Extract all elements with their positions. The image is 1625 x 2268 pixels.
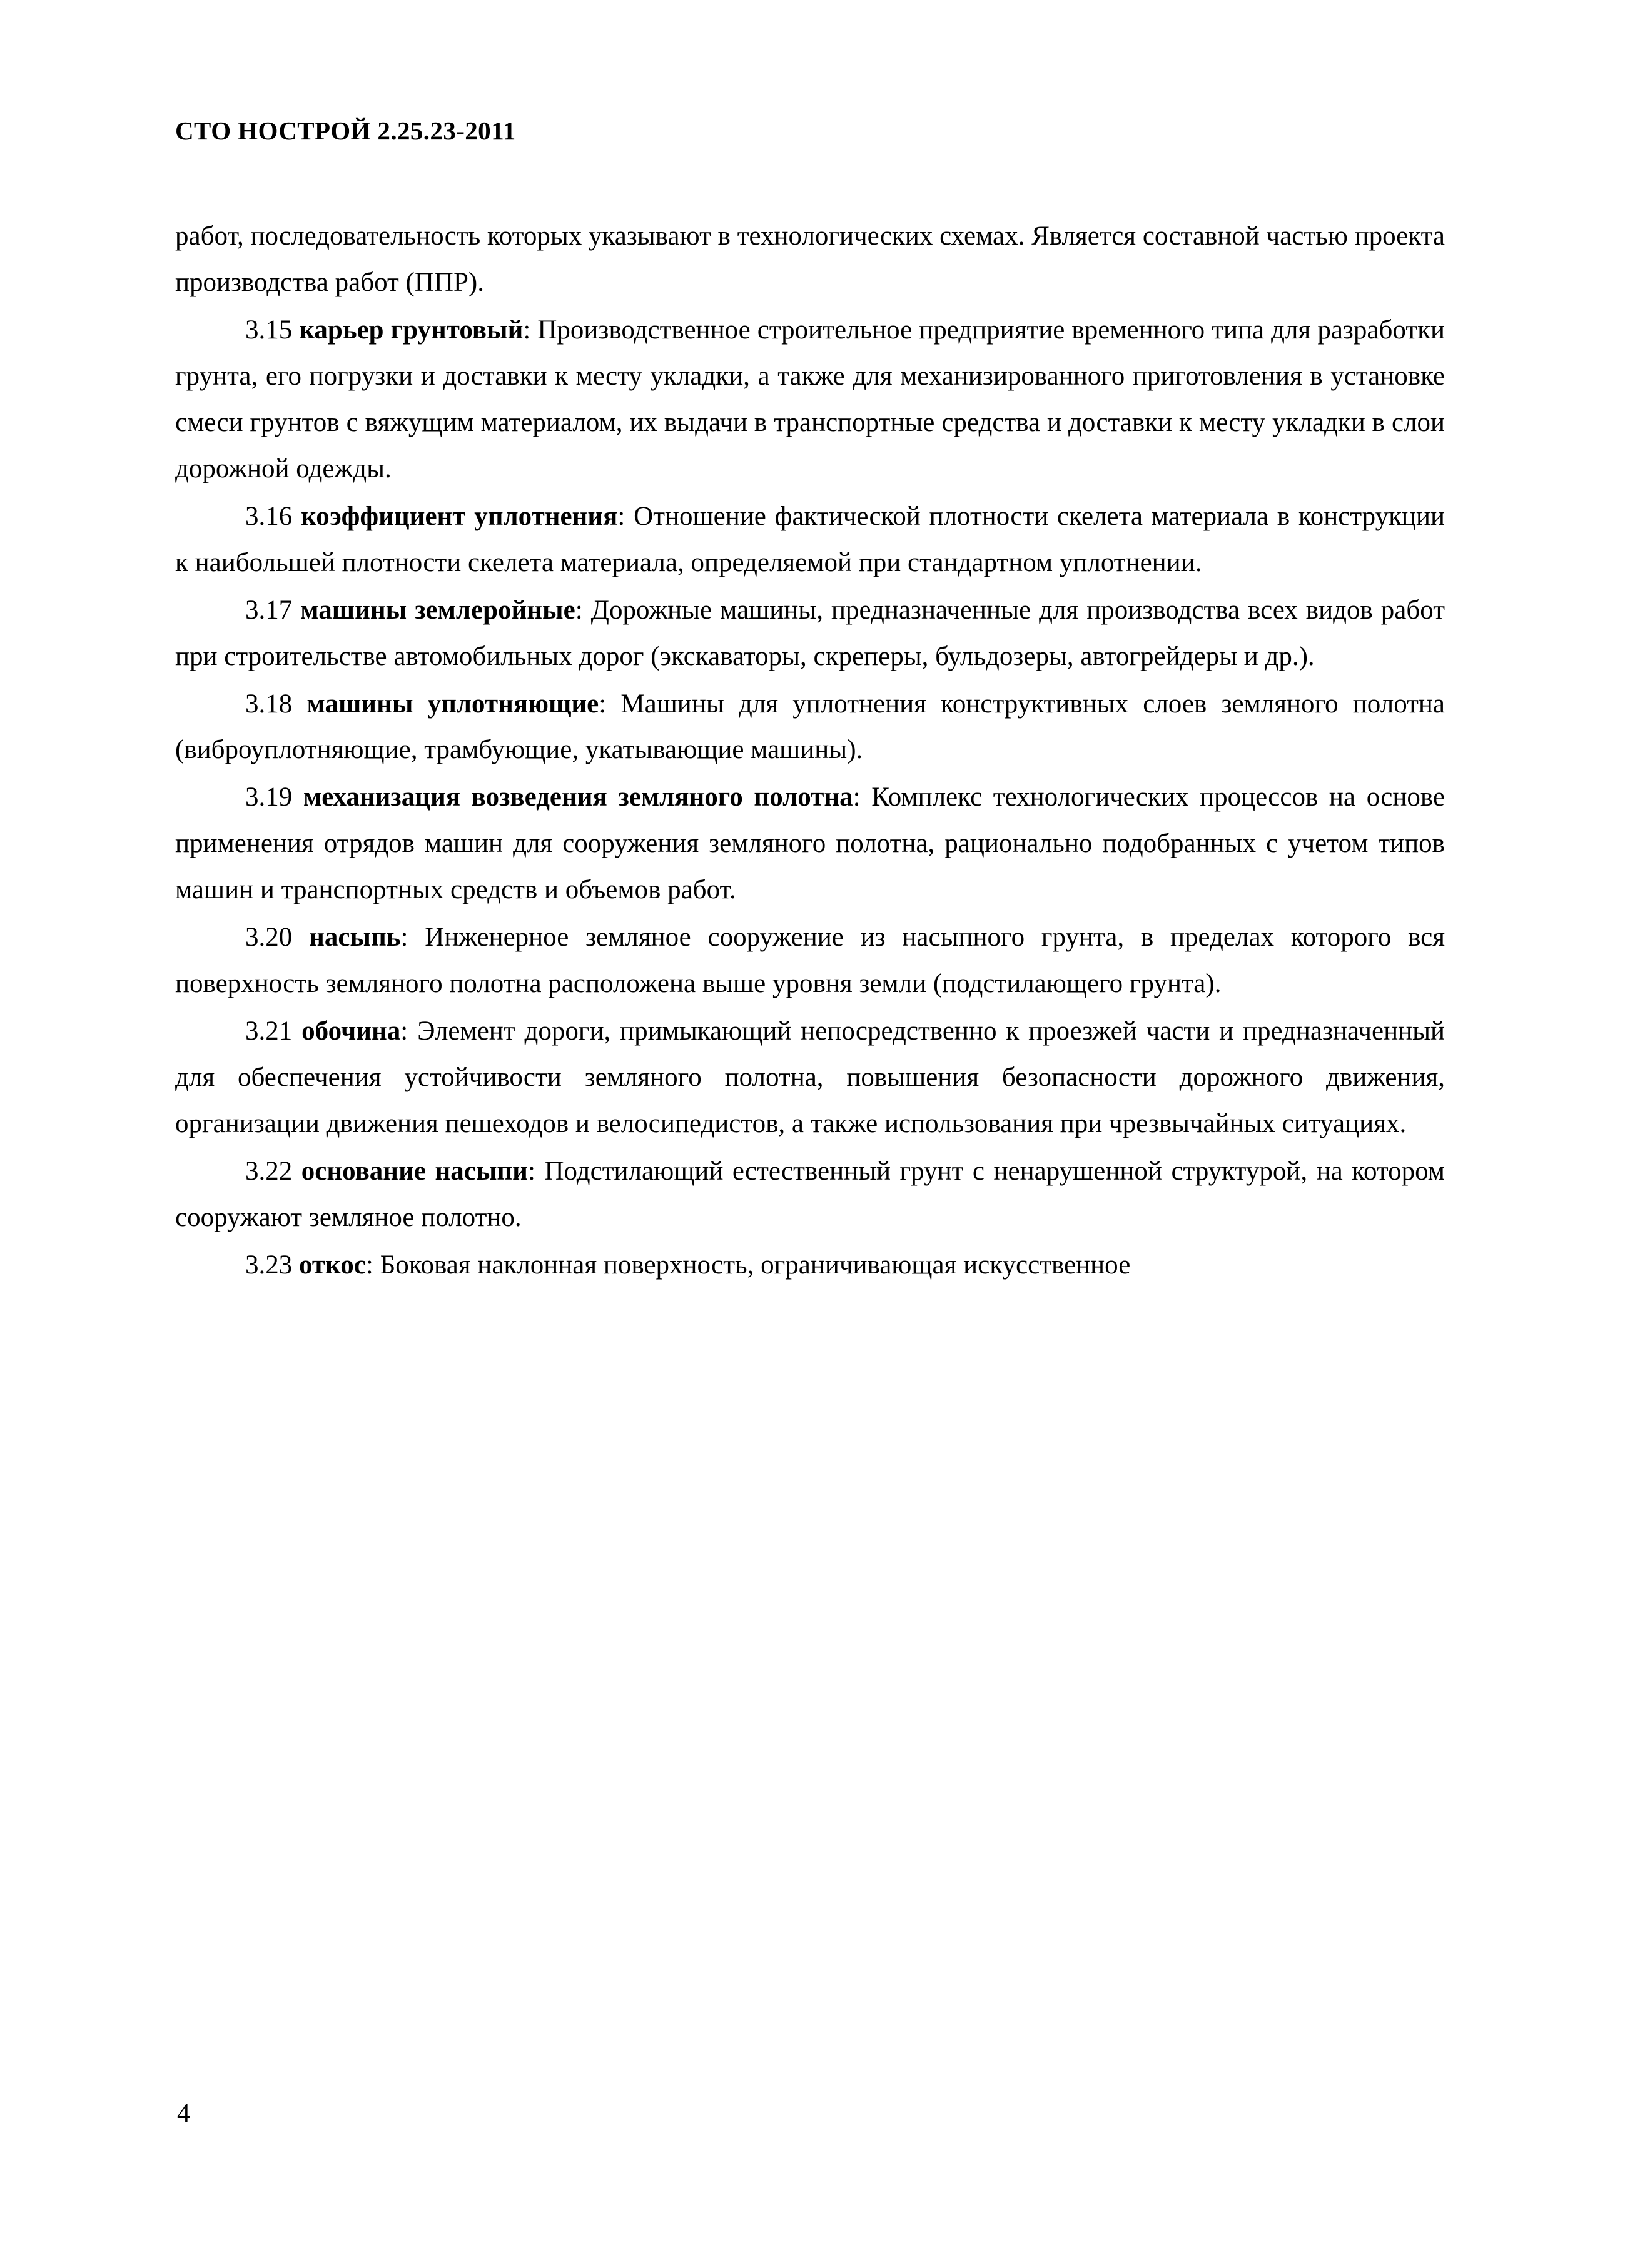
- term-label: машины землеройные: [300, 595, 575, 625]
- page-number: 4: [177, 2099, 190, 2128]
- para-3-18: [175, 681, 1445, 774]
- paragraph-text: : Элемент дороги, примыкающий непосредственно к проезжей части и предназначенный для обеспечения устойчивости земляного полотна, повышения безопасности дорожного движения, организации движения пешеходов и велосипедистов, а также использования при чрезвычайных ситуациях.: [175, 1016, 1445, 1139]
- term-label: обочина: [301, 1016, 401, 1046]
- paragraph-text: 3.21: [245, 1016, 302, 1046]
- para-3-16: [175, 494, 1445, 586]
- paragraph-text: : Дорожные машины, предназначенные для производства всех видов работ при строительстве автомобильных дорог (экскаваторы, скреперы, бульдозеры, автогрейдеры и др.).: [175, 595, 1445, 671]
- paragraph-text: : Подстилающий естественный грунт с ненарушенной структурой, на котором сооружают земляное полотно.: [175, 1157, 1445, 1233]
- para-3-17: [175, 587, 1445, 680]
- paragraph-text: 3.16: [245, 501, 301, 531]
- paragraph-text: : Инженерное земляное сооружение из насыпного грунта, в пределах которого вся поверхность земляного полотна расположена выше уровня земли (подстилающего грунта).: [175, 923, 1445, 999]
- paragraph-text: 3.20: [245, 923, 310, 953]
- para-3-15: [175, 307, 1445, 492]
- page-content: [175, 116, 1445, 1290]
- para-3-22: [175, 1148, 1445, 1241]
- term-label: насыпь: [309, 923, 401, 953]
- para-3-23: [175, 1242, 1445, 1288]
- paragraph-text: : Комплекс технологических процессов на основе применения отрядов машин для сооружения земляного полотна, рационально подобранных с учетом типов машин и транспортных средств и объемов работ.: [175, 782, 1445, 905]
- paragraph-text: 3.18: [245, 689, 307, 719]
- term-label: основание насыпи: [301, 1157, 528, 1187]
- term-label: откос: [299, 1250, 366, 1280]
- paragraph-text: 3.17: [245, 595, 301, 625]
- paragraph-text: : Производственное строительное предприятие временного типа для разработки грунта, его погрузки и доставки к месту укладки, а также для механизированного приготовления в установке смеси грунтов с вяжущим материалом, их выдачи в транспортные средства и доставки к месту укладки в слои дорожной одежды.: [175, 315, 1445, 483]
- para-3-21: [175, 1008, 1445, 1147]
- document-body: [175, 213, 1445, 1288]
- term-label: коэффициент уплотнения: [301, 501, 618, 531]
- document-standard-header: СТО НОСТРОЙ 2.25.23-2011: [175, 116, 516, 145]
- paragraph-text: 3.23: [245, 1250, 299, 1280]
- paragraph-text: : Отношение фактической плотности скелета материала в конструкции к наибольшей плотности скелета материала, определяемой при стандартном уплотнении.: [175, 501, 1445, 577]
- paragraph-text: : Машины для уплотнения конструктивных слоев земляного полотна (виброуплотняющие, трамбующие, укатывающие машины).: [175, 689, 1445, 765]
- para-3-20: [175, 914, 1445, 1007]
- paragraph-text: 3.15: [245, 315, 300, 345]
- paragraph-text: : Боковая наклонная поверхность, ограничивающая искусственное: [365, 1250, 1131, 1280]
- paragraph-text: 3.19: [245, 782, 303, 813]
- term-label: машины уплотняющие: [306, 689, 599, 719]
- term-label: карьер грунтовый: [299, 315, 524, 345]
- para-3-19: [175, 774, 1445, 913]
- para-continuation: [175, 213, 1445, 306]
- paragraph-text: работ, последовательность которых указывают в технологических схемах. Является составной частью проекта производства работ (ППР).: [175, 221, 1445, 297]
- paragraph-text: 3.22: [245, 1157, 301, 1187]
- term-label: механизация возведения земляного полотна: [303, 782, 853, 813]
